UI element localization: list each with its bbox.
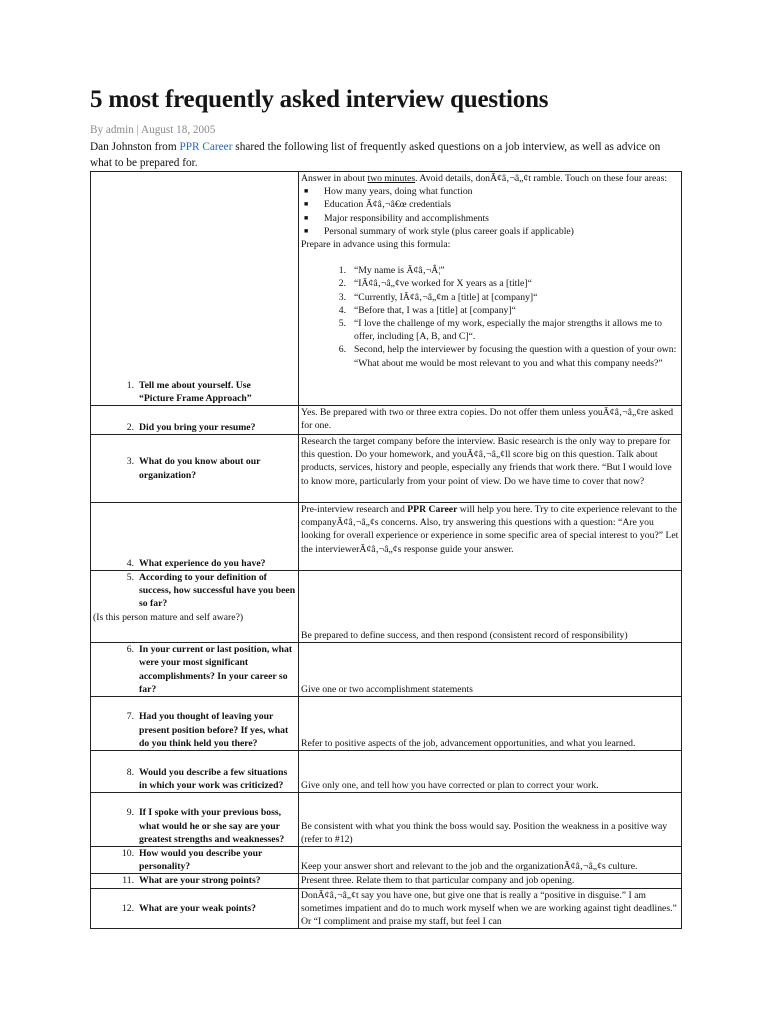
- answer-cell: Present three. Relate them to that particular company and job opening.: [299, 874, 682, 888]
- table-row: [91, 503, 682, 571]
- intro-text-end: shared the following list of frequently asked questions on a job interview, as well as advice on what to be prepared for.: [90, 141, 661, 169]
- formula-lead: Prepare in advance using this formula:: [301, 239, 451, 251]
- answer-cell: Pre-interview research and PPR Career will help you here. Try to cite experience relevant to the companyÃ¢â‚¬â„¢s concerns. Also, try answering this questions with a question: “Are you looking for overall experience or experience in some specific area of special interest to you?” Let the interviewerÃ¢â‚¬â„¢s response guide your answer.: [299, 503, 682, 571]
- answer-cell: [299, 172, 682, 406]
- intro-paragraph: [90, 139, 675, 171]
- answer-cell: Refer to positive aspects of the job, advancement opportunities, and what you learned.: [299, 697, 682, 751]
- questions-table: [90, 171, 682, 929]
- byline: By admin | August 18, 2005: [90, 124, 216, 136]
- answer-cell: Give only one, and tell how you have corrected or plan to correct your work.: [299, 751, 682, 793]
- four-areas-list: [301, 185, 679, 238]
- question-cell: [91, 793, 299, 847]
- table-row: [91, 172, 682, 406]
- square-bullet-icon: ■: [304, 187, 309, 196]
- question-number: 11.: [122, 875, 134, 887]
- table-row: [91, 751, 682, 793]
- question-cell: [91, 874, 299, 888]
- answer-cell: Yes. Be prepared with two or three extra copies. Do not offer them unless youÃ¢â‚¬â„¢re asked for one.: [299, 406, 682, 435]
- list-item: 1. “My name is Ã¢â‚¬Â¦”: [338, 265, 445, 277]
- question-cell: [91, 643, 299, 697]
- question-cell: [91, 888, 299, 929]
- question-cell: [91, 172, 299, 406]
- question-text: Would you describe a few situations in which your work was criticized?: [139, 766, 288, 791]
- question-text: In your current or last position, what were your most significant accomplishments? In your career so far?: [139, 644, 293, 695]
- question-text: What are your weak points?: [139, 902, 256, 914]
- table-row: [91, 874, 682, 888]
- square-bullet-icon: ■: [304, 226, 309, 235]
- question-cell: [91, 571, 299, 643]
- ppr-career-link[interactable]: PPR Career: [179, 141, 233, 153]
- page-title: 5 most frequently asked interview questions: [90, 86, 549, 113]
- list-item: 2. “IÃ¢â‚¬â„¢ve worked for X years as a [title]“: [338, 278, 532, 290]
- list-item: ■ Personal summary of work style (plus career goals if applicable): [304, 225, 574, 237]
- question-cell: [91, 751, 299, 793]
- answer-cell: Keep your answer short and relevant to the job and the organizationÃ¢â‚¬â„¢s culture.: [299, 847, 682, 874]
- question-text: “Picture Frame Approach”: [139, 392, 252, 404]
- table-row: [91, 435, 682, 503]
- table-row: [91, 888, 682, 929]
- question-cell: [91, 503, 299, 571]
- question-number: 1.: [126, 379, 134, 391]
- answer-cell: Be consistent with what you think the boss would say. Position the weakness in a positive way (refer to #12): [299, 793, 682, 847]
- list-item: 5. “I love the challenge of my work, especially the major strengths it allows me to offer, including [A, B, and C]“.: [338, 318, 663, 343]
- table-row: [91, 571, 682, 643]
- answer-cell: DonÃ¢â‚¬â„¢t say you have one, but give one that is really a “positive in disguise.” I am sometimes impatient and do to much work myself when we are working against tight deadlines.” Or “I compliment and praise my staff, but feel I can: [299, 888, 682, 929]
- answer-cell: Give one or two accomplishment statements: [299, 643, 682, 697]
- question-text: What experience do you have?: [139, 557, 266, 569]
- table-row: [91, 406, 682, 435]
- question-text: If I spoke with your previous boss, what would he or she say are your greatest strengths and weaknesses?: [139, 807, 285, 845]
- table-row: [91, 643, 682, 697]
- square-bullet-icon: ■: [304, 213, 309, 222]
- list-item: ■ Major responsibility and accomplishments: [304, 212, 489, 224]
- answer-cell: Be prepared to define success, and then respond (consistent record of responsibility): [299, 571, 682, 643]
- question-number: 2.: [126, 421, 134, 433]
- intro-text-start: Dan Johnston from: [90, 141, 180, 153]
- question-number: 7.: [126, 711, 134, 723]
- question-number: 5.: [126, 572, 134, 583]
- list-item: ■ Education Ã¢â‚¬â€œ credentials: [304, 199, 452, 211]
- answer-intro: Answer in about two minutes. Avoid details, donÃ¢â‚¬â„¢t ramble. Touch on these four areas:: [301, 173, 668, 184]
- ppr-career-mention: PPR Career: [407, 504, 458, 515]
- list-item: ■ How many years, doing what function: [304, 186, 473, 198]
- question-number: 12.: [121, 902, 134, 914]
- underlined-text: two minutes: [367, 173, 416, 184]
- list-item: 4. “Before that, I was a [title] at [company]“: [338, 304, 516, 316]
- question-note: (Is this person mature and self aware?): [93, 611, 244, 623]
- question-cell: [91, 435, 299, 503]
- formula-list: [301, 264, 679, 370]
- list-item: 6. Second, help the interviewer by focusing the question with a question of your own: “What about me would be most relevant to you and what this company needs?”: [338, 344, 677, 369]
- square-bullet-icon: ■: [304, 200, 309, 209]
- question-text: What are your strong points?: [139, 875, 261, 887]
- question-text: Did you bring your resume?: [139, 421, 256, 433]
- question-number: 4.: [126, 557, 134, 569]
- question-text: What do you know about our organization?: [139, 456, 261, 481]
- table-row: [91, 793, 682, 847]
- table-row: [91, 847, 682, 874]
- question-number: 3.: [126, 456, 134, 468]
- question-text: Tell me about yourself. Use: [139, 379, 251, 391]
- question-number: 9.: [126, 807, 134, 819]
- question-cell: [91, 697, 299, 751]
- question-number: 8.: [126, 766, 134, 778]
- question-cell: [91, 406, 299, 435]
- question-number: 10.: [121, 848, 134, 859]
- question-text: How would you describe your personality?: [139, 848, 263, 873]
- table-row: [91, 697, 682, 751]
- question-number: 6.: [126, 644, 134, 656]
- question-cell: [91, 847, 299, 874]
- question-text: Had you thought of leaving your present position before? If yes, what do you think held you there?: [139, 711, 289, 749]
- question-text: According to your definition of success, how successful have you been so far?: [139, 572, 296, 610]
- answer-cell: Research the target company before the interview. Basic research is the only way to prepare for this question. Do your homework, and youÃ¢â‚¬â„¢ll score big on this question. Talk about products, services, history and people, especially any friends that work there. “But I would love to know more, particularly from your point of view. Do we have time to cover that now?: [299, 435, 682, 503]
- list-item: 3. “Currently, IÃ¢â‚¬â„¢m a [title] at [company]“: [338, 291, 538, 303]
